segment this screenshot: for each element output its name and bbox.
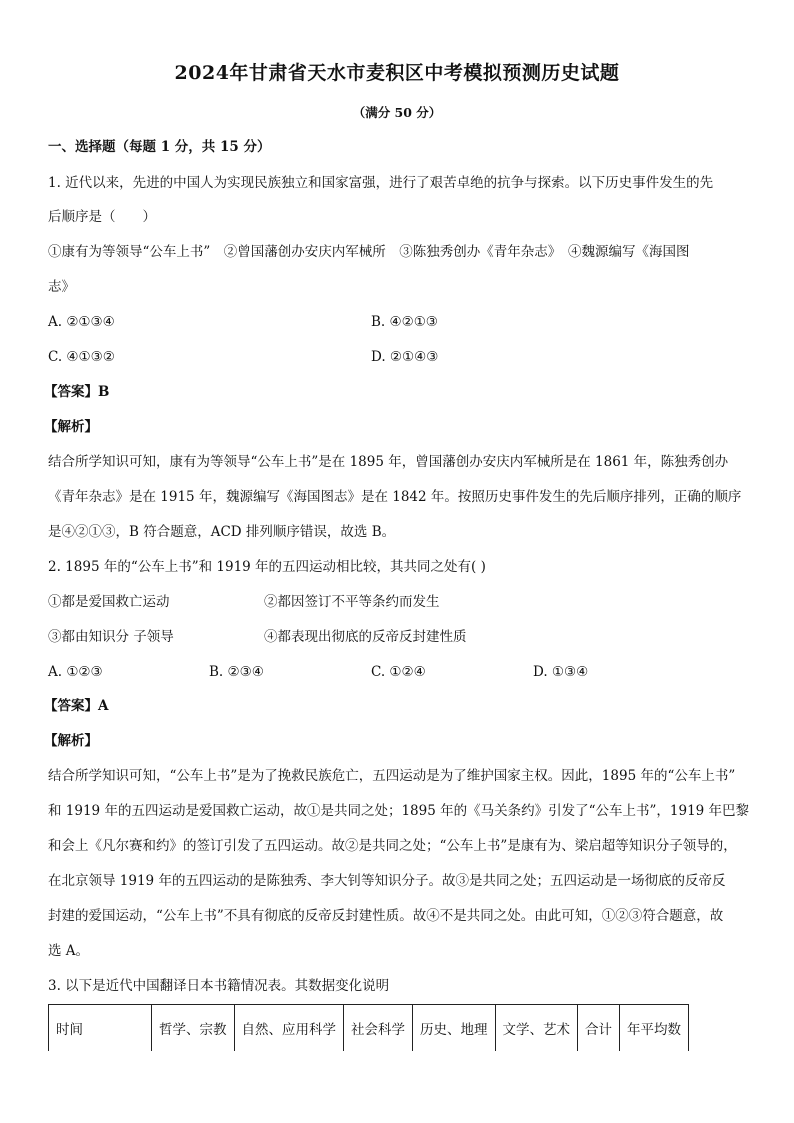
table-header-cell: 文学、艺术 — [495, 1005, 578, 1052]
exam-title: 2024年甘肃省天水市麦积区中考模拟预测历史试题 — [174, 62, 620, 84]
table-header-cell: 合计 — [578, 1005, 620, 1052]
q1-analysis-line2: 《青年杂志》是在 1915 年，魏源编写《海国图志》是在 1842 年。按照历史事件发生的先后顺序排列，正确的顺序 — [48, 489, 742, 505]
q3-data-table — [48, 1004, 689, 1051]
q2-analysis-line5: 封建的爱国运动，“公车上书”不具有彻底的反帝反封建性质。故④不是共同之处。由此可知，①②③符合题意，故 — [48, 908, 724, 924]
q2-analysis-line1: 结合所学知识可知，“公车上书”是为了挽救民族危亡，五四运动是为了维护国家主权。因此，1895 年的“公车上书” — [48, 768, 736, 784]
table-header-cell: 历史、地理 — [413, 1005, 496, 1052]
q2-option-c: C. ①②④ — [371, 664, 426, 680]
q2-analysis-line4: 在北京领导 1919 年的五四运动的是陈独秀、李大钊等知识分子。故③是共同之处；五四运动是一场彻底的反帝反 — [48, 873, 726, 889]
q1-stem-line2: 后顺序是（ ） — [48, 209, 156, 225]
q2-analysis-line3: 和会上《凡尔赛和约》的签订引发了五四运动。故②是共同之处；“公车上书”是康有为、梁启超等知识分子领导的， — [48, 838, 737, 854]
q1-analysis-line1: 结合所学知识可知，康有为等领导“公车上书”是在 1895 年，曾国藩创办安庆内军械所是在 1861 年，陈独秀创办 — [48, 454, 729, 470]
q1-option-b: B. ④②①③ — [371, 314, 438, 330]
q1-analysis-label: 【解析】 — [44, 419, 98, 435]
table-header-cell: 年平均数 — [620, 1005, 689, 1052]
q2-analysis-line2: 和 1919 年的五四运动是爱国救亡运动，故①是共同之处；1895 年的《马关条约》引发了“公车上书”，1919 年巴黎 — [48, 803, 750, 819]
table-header-cell: 哲学、宗教 — [152, 1005, 235, 1052]
q1-option-d: D. ②①④③ — [371, 349, 439, 365]
q2-item-4: ④都表现出彻底的反帝反封建性质 — [264, 629, 467, 645]
q1-answer: 【答案】B — [44, 384, 110, 400]
q3-stem: 3. 以下是近代中国翻译日本书籍情况表。其数据变化说明 — [48, 978, 390, 994]
table-header-cell: 社会科学 — [344, 1005, 413, 1052]
q1-items-line1: ①康有为等领导“公车上书” ②曾国藩创办安庆内军械所 ③陈独秀创办《青年杂志》 ④魏源编写《海国图 — [48, 244, 690, 260]
q2-item-2: ②都因签订不平等条约而发生 — [264, 594, 440, 610]
q2-option-d: D. ①③④ — [533, 664, 589, 680]
q2-item-3: ③都由知识分 子领导 — [48, 629, 174, 645]
q2-answer: 【答案】A — [44, 698, 109, 714]
section-heading: 一、选择题（每题 1 分，共 15 分） — [48, 139, 271, 155]
q2-item-1: ①都是爱国救亡运动 — [48, 594, 170, 610]
q1-items-line2: 志》 — [48, 279, 75, 295]
q2-option-a: A. ①②③ — [48, 664, 103, 680]
q1-stem-line1: 1. 近代以来，先进的中国人为实现民族独立和国家富强，进行了艰苦卓绝的抗争与探索。以下历史事件发生的先 — [48, 175, 714, 191]
q1-option-a: A. ②①③④ — [48, 314, 115, 330]
q1-analysis-line3: 是④②①③，B 符合题意，ACD 排列顺序错误，故选 B。 — [48, 524, 396, 540]
q2-stem: 2. 1895 年的“公车上书”和 1919 年的五四运动相比较，其共同之处有( ) — [48, 559, 486, 575]
q2-option-b: B. ②③④ — [209, 664, 264, 680]
q1-option-c: C. ④①③② — [48, 349, 115, 365]
exam-subtitle: （满分 50 分） — [352, 105, 442, 120]
table-header-cell: 时间 — [49, 1005, 152, 1052]
q2-analysis-line6: 选 A。 — [48, 943, 90, 959]
q2-analysis-label: 【解析】 — [44, 733, 98, 749]
table-header-row — [49, 1005, 689, 1052]
table-header-cell: 自然、应用科学 — [234, 1005, 344, 1052]
